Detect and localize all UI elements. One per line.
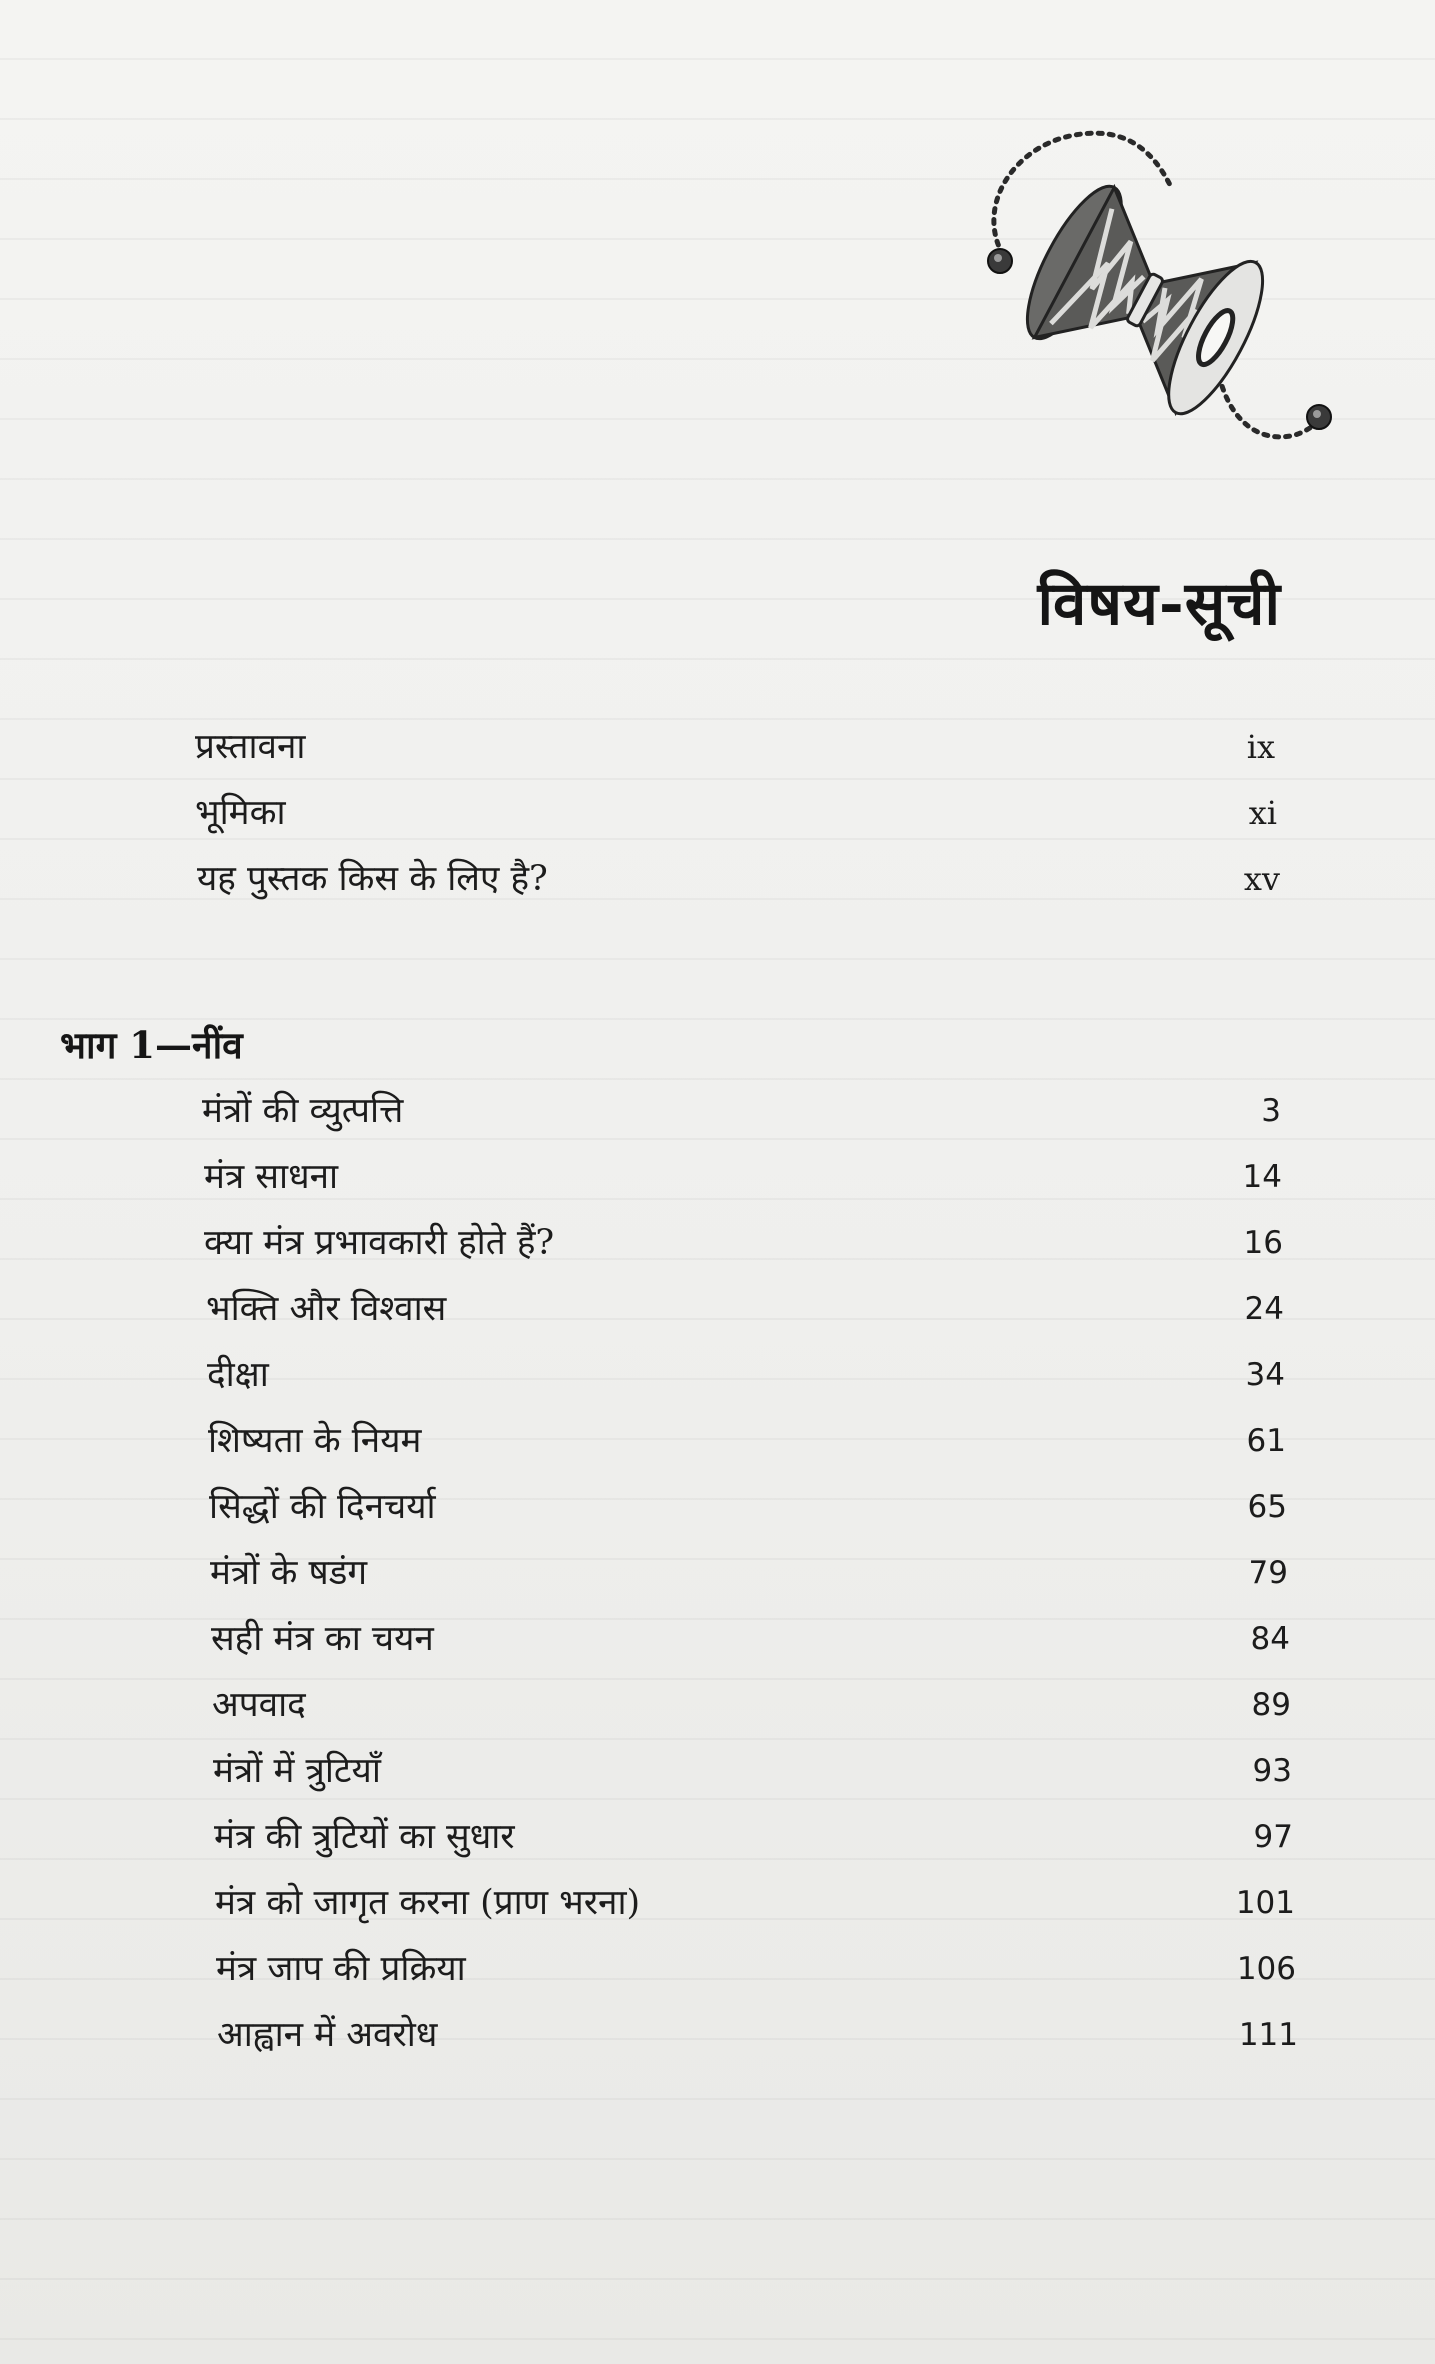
toc-entry-label: मंत्रों में त्रुटियाँ (213, 1751, 381, 1791)
toc-entry-page: ix (1246, 728, 1275, 766)
toc-entry-page: 101 (1235, 1885, 1295, 1921)
toc-entry (213, 1741, 1292, 1801)
toc-entry (202, 1081, 1281, 1141)
toc-entry (215, 1873, 1295, 1933)
toc-entry (207, 1345, 1285, 1405)
toc-entry-label: शिष्यता के नियम (208, 1421, 422, 1461)
toc-entry-page: 97 (1253, 1819, 1293, 1855)
toc-entry-label: दीक्षा (207, 1355, 269, 1395)
toc-entry-page: xv (1243, 860, 1280, 898)
toc-entry-label: प्रस्तावना (195, 727, 306, 767)
toc-entry (195, 717, 1275, 777)
toc-entry (217, 2005, 1298, 2065)
toc-entry-page: 93 (1252, 1753, 1292, 1789)
page-title: विषय-सूची (1037, 569, 1281, 639)
toc-entry (204, 1213, 1283, 1273)
toc-entry-label: मंत्रों के षडंग (210, 1553, 368, 1593)
toc-entry-label: मंत्र साधना (204, 1157, 339, 1197)
toc-entry (209, 1477, 1287, 1537)
toc-entry-label: अपवाद (212, 1685, 306, 1725)
toc-entry-page: 89 (1251, 1687, 1291, 1723)
toc-entry (216, 1939, 1296, 1999)
toc-entry-page: 84 (1250, 1621, 1290, 1657)
toc-entry-page: xi (1248, 794, 1277, 832)
toc-entry-label: मंत्रों की व्युत्पत्ति (202, 1091, 404, 1131)
toc-entry-label: सिद्धों की दिनचर्या (209, 1487, 436, 1527)
toc-entry (212, 1675, 1291, 1735)
toc-entry-label: मंत्र जाप की प्रक्रिया (216, 1949, 466, 1989)
toc-entry-page: 24 (1244, 1291, 1284, 1327)
part-heading: भाग 1—नींव (60, 1023, 243, 1067)
toc-entry-page: 14 (1242, 1159, 1282, 1195)
toc-entry-label: मंत्र की त्रुटियों का सुधार (214, 1817, 515, 1857)
toc-entry-label: सही मंत्र का चयन (211, 1619, 434, 1659)
toc-entry-label: यह पुस्तक किस के लिए है? (197, 859, 548, 899)
toc-entry (210, 1543, 1288, 1603)
toc-entry-label: मंत्र को जागृत करना (प्राण भरना) (215, 1883, 641, 1923)
toc-entry-page: 16 (1243, 1225, 1283, 1261)
toc-entry-page: 111 (1238, 2017, 1298, 2053)
toc-entry (206, 1279, 1284, 1339)
toc-entry (204, 1147, 1282, 1207)
toc-entry (211, 1609, 1290, 1669)
toc-entry-page: 106 (1236, 1951, 1296, 1987)
toc-entry (197, 849, 1280, 909)
toc-entry (195, 783, 1277, 843)
toc-entry-label: भूमिका (195, 793, 286, 833)
damaru-drum-icon (955, 115, 1335, 475)
toc-entry (208, 1411, 1286, 1471)
toc-entry-label: क्या मंत्र प्रभावकारी होते हैं? (204, 1223, 555, 1263)
toc-entry-page: 34 (1245, 1357, 1285, 1393)
toc-entry-page: 3 (1261, 1093, 1281, 1129)
toc-entry (214, 1807, 1293, 1867)
toc-entry-page: 61 (1246, 1423, 1286, 1459)
toc-entry-label: आह्वान में अवरोध (217, 2015, 438, 2055)
toc-entry-page: 65 (1247, 1489, 1287, 1525)
toc-entry-label: भक्ति और विश्वास (206, 1289, 447, 1329)
toc-entry-page: 79 (1248, 1555, 1288, 1591)
